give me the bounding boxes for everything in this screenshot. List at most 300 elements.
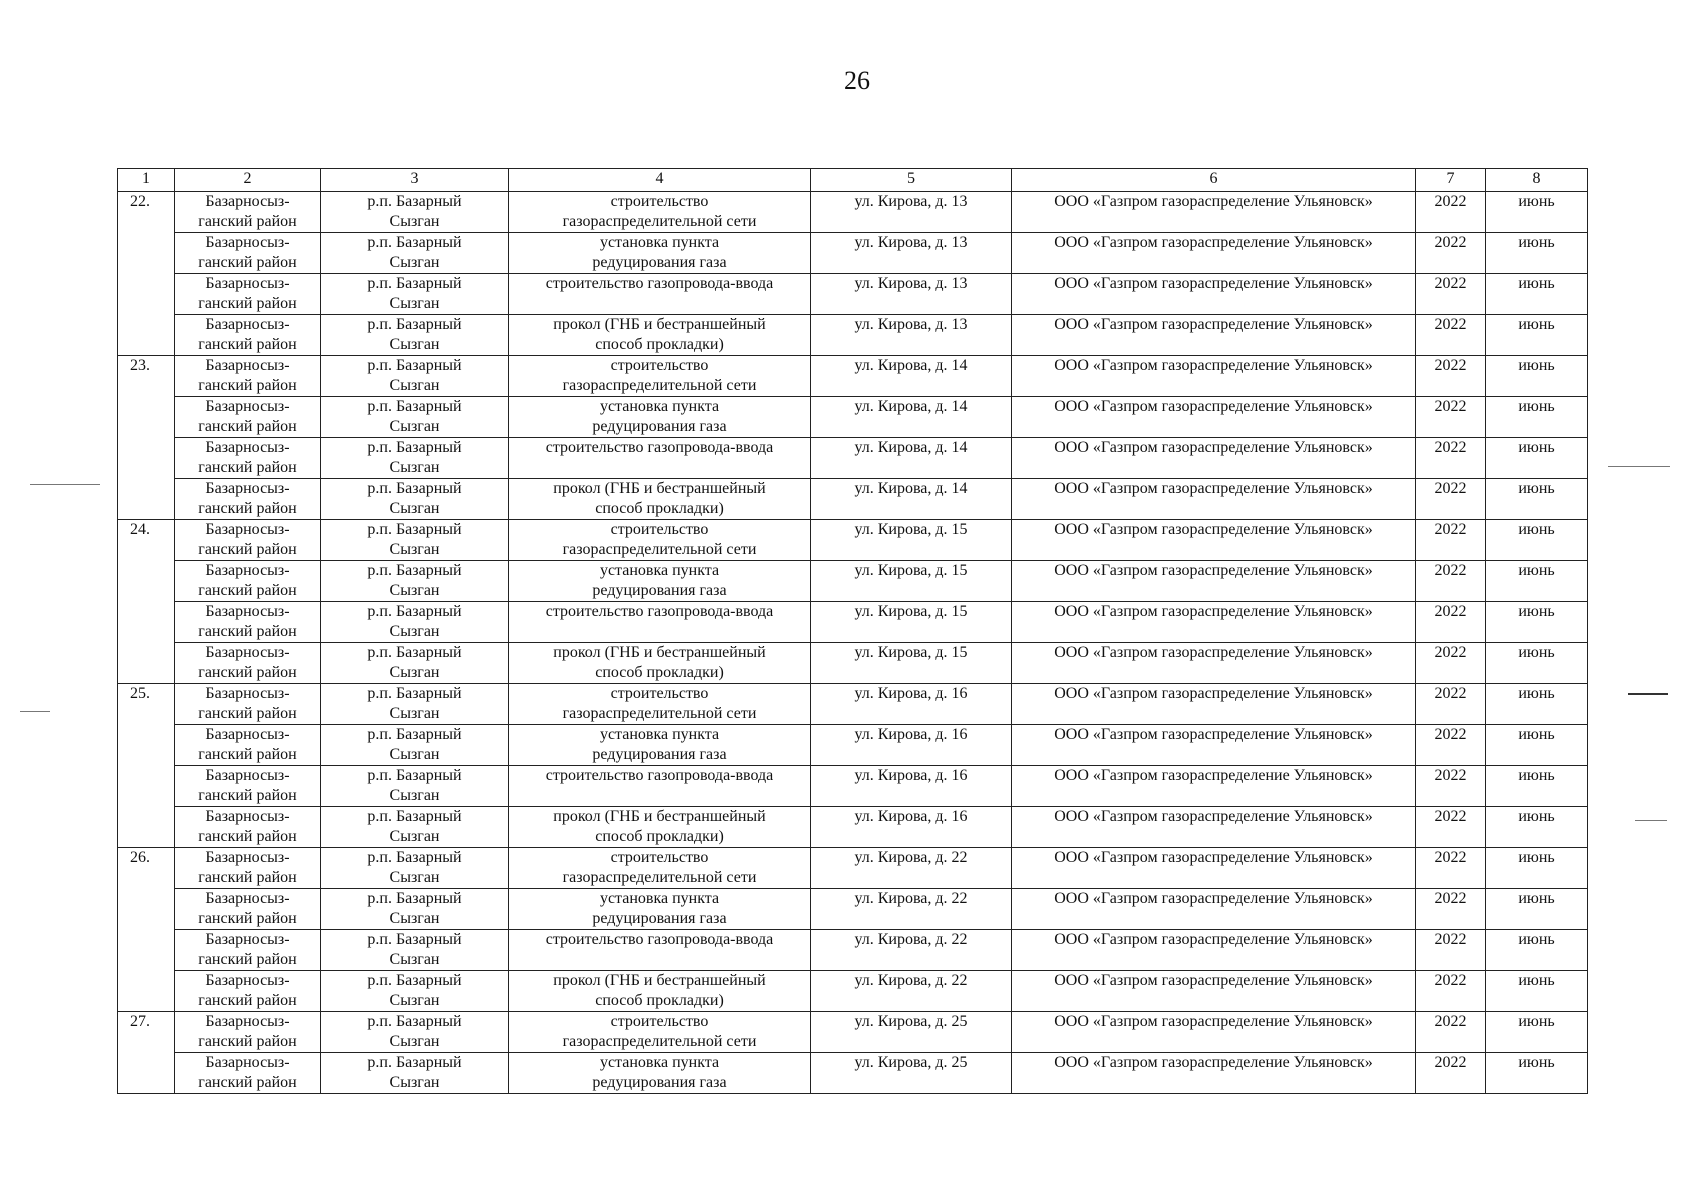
settlement-line: Сызган xyxy=(389,254,440,271)
work-type-cell xyxy=(509,356,811,397)
address-cell: ул. Кирова, д. 13 xyxy=(811,274,1012,315)
year-cell: 2022 xyxy=(1416,643,1486,684)
work-type-line: прокол (ГНБ и бестраншейный xyxy=(553,808,766,825)
settlement-cell xyxy=(321,233,509,274)
district-line: ганский район xyxy=(198,336,297,353)
settlement-line: р.п. Базарный xyxy=(367,685,462,702)
work-type-line: редуцирования газа xyxy=(592,582,727,599)
address-cell: ул. Кирова, д. 16 xyxy=(811,684,1012,725)
work-type-line: способ прокладки) xyxy=(595,664,724,681)
month-cell: июнь xyxy=(1486,356,1588,397)
district-line: ганский район xyxy=(198,623,297,640)
settlement-cell xyxy=(321,356,509,397)
district-line: Базарносыз- xyxy=(205,562,290,579)
settlement-line: р.п. Базарный xyxy=(367,972,462,989)
district-cell xyxy=(175,561,321,602)
column-header: 2 xyxy=(175,169,321,192)
settlement-line: Сызган xyxy=(389,541,440,558)
district-line: Базарносыз- xyxy=(205,972,290,989)
district-line: Базарносыз- xyxy=(205,890,290,907)
work-type-cell xyxy=(509,848,811,889)
district-cell xyxy=(175,192,321,233)
work-type-line: прокол (ГНБ и бестраншейный xyxy=(553,316,766,333)
address-cell: ул. Кирова, д. 25 xyxy=(811,1012,1012,1053)
address-cell: ул. Кирова, д. 15 xyxy=(811,643,1012,684)
work-type-line: редуцирования газа xyxy=(592,910,727,927)
table-body xyxy=(118,192,1588,1094)
address-cell: ул. Кирова, д. 13 xyxy=(811,192,1012,233)
district-line: Базарносыз- xyxy=(205,767,290,784)
work-type-cell xyxy=(509,889,811,930)
work-type-cell xyxy=(509,397,811,438)
settlement-cell xyxy=(321,561,509,602)
settlement-cell xyxy=(321,889,509,930)
address-cell: ул. Кирова, д. 22 xyxy=(811,971,1012,1012)
district-line: ганский район xyxy=(198,664,297,681)
district-line: Базарносыз- xyxy=(205,603,290,620)
month-cell: июнь xyxy=(1486,1012,1588,1053)
year-cell: 2022 xyxy=(1416,848,1486,889)
year-cell: 2022 xyxy=(1416,889,1486,930)
district-line: ганский район xyxy=(198,828,297,845)
work-type-line: строительство xyxy=(610,685,709,702)
year-cell: 2022 xyxy=(1416,1012,1486,1053)
district-line: Базарносыз- xyxy=(205,685,290,702)
settlement-cell xyxy=(321,479,509,520)
year-cell: 2022 xyxy=(1416,233,1486,274)
district-cell xyxy=(175,971,321,1012)
district-cell xyxy=(175,643,321,684)
work-type-line: строительство газопровода-ввода xyxy=(545,767,774,784)
address-cell: ул. Кирова, д. 16 xyxy=(811,725,1012,766)
address-cell: ул. Кирова, д. 16 xyxy=(811,807,1012,848)
settlement-line: р.п. Базарный xyxy=(367,808,462,825)
organization-cell: ООО «Газпром газораспределение Ульяновск» xyxy=(1012,356,1416,397)
work-type-line: прокол (ГНБ и бестраншейный xyxy=(553,644,766,661)
table-row xyxy=(118,1012,1588,1053)
month-cell: июнь xyxy=(1486,643,1588,684)
work-type-line: установка пункта xyxy=(599,398,720,415)
settlement-line: Сызган xyxy=(389,1033,440,1050)
item-number-cell xyxy=(118,479,175,520)
district-line: Базарносыз- xyxy=(205,357,290,374)
item-number-cell xyxy=(118,561,175,602)
work-type-line: строительство газопровода-ввода xyxy=(545,439,774,456)
scan-mark xyxy=(1635,820,1667,821)
settlement-line: Сызган xyxy=(389,664,440,681)
settlement-line: р.п. Базарный xyxy=(367,521,462,538)
district-cell xyxy=(175,274,321,315)
organization-cell: ООО «Газпром газораспределение Ульяновск» xyxy=(1012,1012,1416,1053)
work-type-line: способ прокладки) xyxy=(595,828,724,845)
work-type-cell xyxy=(509,807,811,848)
table-row xyxy=(118,725,1588,766)
item-number-cell xyxy=(118,1053,175,1094)
work-type-line: установка пункта xyxy=(599,234,720,251)
work-type-cell xyxy=(509,233,811,274)
column-header: 5 xyxy=(811,169,1012,192)
work-type-line: способ прокладки) xyxy=(595,336,724,353)
district-line: Базарносыз- xyxy=(205,1013,290,1030)
scan-mark xyxy=(1628,693,1668,695)
settlement-line: Сызган xyxy=(389,623,440,640)
district-line: ганский район xyxy=(198,295,297,312)
settlement-cell xyxy=(321,1053,509,1094)
table-row xyxy=(118,971,1588,1012)
district-line: ганский район xyxy=(198,418,297,435)
item-number-cell xyxy=(118,315,175,356)
district-line: ганский район xyxy=(198,787,297,804)
works-schedule-table xyxy=(117,168,1588,1094)
address-cell: ул. Кирова, д. 13 xyxy=(811,233,1012,274)
organization-cell: ООО «Газпром газораспределение Ульяновск» xyxy=(1012,479,1416,520)
district-line: Базарносыз- xyxy=(205,808,290,825)
work-type-cell xyxy=(509,1053,811,1094)
district-line: ганский район xyxy=(198,1074,297,1091)
item-number-cell xyxy=(118,397,175,438)
district-cell xyxy=(175,1053,321,1094)
work-type-cell xyxy=(509,725,811,766)
month-cell: июнь xyxy=(1486,1053,1588,1094)
table-row xyxy=(118,889,1588,930)
month-cell: июнь xyxy=(1486,848,1588,889)
work-type-line: строительство xyxy=(610,193,709,210)
settlement-cell xyxy=(321,807,509,848)
year-cell: 2022 xyxy=(1416,479,1486,520)
address-cell: ул. Кирова, д. 15 xyxy=(811,520,1012,561)
settlement-line: р.п. Базарный xyxy=(367,562,462,579)
work-type-cell xyxy=(509,520,811,561)
district-line: ганский район xyxy=(198,500,297,517)
district-line: Базарносыз- xyxy=(205,439,290,456)
table-row xyxy=(118,315,1588,356)
settlement-cell xyxy=(321,397,509,438)
work-type-line: газораспределительной сети xyxy=(562,869,757,886)
year-cell: 2022 xyxy=(1416,684,1486,725)
column-number-header-row xyxy=(118,169,1588,192)
work-type-line: редуцирования газа xyxy=(592,1074,727,1091)
settlement-cell xyxy=(321,766,509,807)
work-type-line: газораспределительной сети xyxy=(562,541,757,558)
organization-cell: ООО «Газпром газораспределение Ульяновск» xyxy=(1012,725,1416,766)
month-cell: июнь xyxy=(1486,192,1588,233)
settlement-cell xyxy=(321,192,509,233)
settlement-line: Сызган xyxy=(389,213,440,230)
month-cell: июнь xyxy=(1486,438,1588,479)
year-cell: 2022 xyxy=(1416,930,1486,971)
district-line: Базарносыз- xyxy=(205,931,290,948)
settlement-cell xyxy=(321,848,509,889)
district-line: ганский район xyxy=(198,213,297,230)
scan-mark xyxy=(20,711,50,712)
year-cell: 2022 xyxy=(1416,1053,1486,1094)
work-type-line: редуцирования газа xyxy=(592,254,727,271)
district-cell xyxy=(175,848,321,889)
settlement-line: р.п. Базарный xyxy=(367,357,462,374)
item-number-cell: 24. xyxy=(118,520,175,561)
year-cell: 2022 xyxy=(1416,766,1486,807)
organization-cell: ООО «Газпром газораспределение Ульяновск» xyxy=(1012,971,1416,1012)
district-cell xyxy=(175,1012,321,1053)
district-cell xyxy=(175,684,321,725)
organization-cell: ООО «Газпром газораспределение Ульяновск» xyxy=(1012,807,1416,848)
address-cell: ул. Кирова, д. 14 xyxy=(811,479,1012,520)
work-type-line: редуцирования газа xyxy=(592,746,727,763)
month-cell: июнь xyxy=(1486,602,1588,643)
district-line: Базарносыз- xyxy=(205,1054,290,1071)
work-type-line: газораспределительной сети xyxy=(562,213,757,230)
table-row xyxy=(118,397,1588,438)
settlement-line: Сызган xyxy=(389,951,440,968)
work-type-line: установка пункта xyxy=(599,726,720,743)
settlement-line: Сызган xyxy=(389,336,440,353)
table-row xyxy=(118,848,1588,889)
item-number-cell: 23. xyxy=(118,356,175,397)
work-type-cell xyxy=(509,766,811,807)
district-line: ганский район xyxy=(198,951,297,968)
district-line: ганский район xyxy=(198,1033,297,1050)
settlement-line: р.п. Базарный xyxy=(367,234,462,251)
item-number-cell xyxy=(118,274,175,315)
settlement-line: р.п. Базарный xyxy=(367,439,462,456)
table-row xyxy=(118,520,1588,561)
settlement-line: Сызган xyxy=(389,418,440,435)
month-cell: июнь xyxy=(1486,807,1588,848)
settlement-cell xyxy=(321,438,509,479)
month-cell: июнь xyxy=(1486,274,1588,315)
settlement-line: Сызган xyxy=(389,295,440,312)
column-header: 1 xyxy=(118,169,175,192)
settlement-cell xyxy=(321,684,509,725)
work-type-line: строительство xyxy=(610,357,709,374)
settlement-line: Сызган xyxy=(389,787,440,804)
year-cell: 2022 xyxy=(1416,356,1486,397)
item-number-cell xyxy=(118,766,175,807)
organization-cell: ООО «Газпром газораспределение Ульяновск» xyxy=(1012,520,1416,561)
month-cell: июнь xyxy=(1486,233,1588,274)
table-row xyxy=(118,233,1588,274)
year-cell: 2022 xyxy=(1416,274,1486,315)
year-cell: 2022 xyxy=(1416,561,1486,602)
year-cell: 2022 xyxy=(1416,315,1486,356)
settlement-line: Сызган xyxy=(389,828,440,845)
column-header: 3 xyxy=(321,169,509,192)
item-number-cell: 25. xyxy=(118,684,175,725)
settlement-line: Сызган xyxy=(389,459,440,476)
table-row xyxy=(118,1053,1588,1094)
district-line: Базарносыз- xyxy=(205,275,290,292)
district-cell xyxy=(175,438,321,479)
district-line: ганский район xyxy=(198,377,297,394)
work-type-line: прокол (ГНБ и бестраншейный xyxy=(553,972,766,989)
work-type-line: строительство xyxy=(610,521,709,538)
district-cell xyxy=(175,602,321,643)
work-type-line: строительство xyxy=(610,849,709,866)
organization-cell: ООО «Газпром газораспределение Ульяновск» xyxy=(1012,233,1416,274)
work-type-line: газораспределительной сети xyxy=(562,1033,757,1050)
work-type-line: прокол (ГНБ и бестраншейный xyxy=(553,480,766,497)
work-type-line: установка пункта xyxy=(599,1054,720,1071)
settlement-line: Сызган xyxy=(389,377,440,394)
settlement-line: р.п. Базарный xyxy=(367,1054,462,1071)
district-line: Базарносыз- xyxy=(205,234,290,251)
month-cell: июнь xyxy=(1486,766,1588,807)
address-cell: ул. Кирова, д. 22 xyxy=(811,889,1012,930)
year-cell: 2022 xyxy=(1416,725,1486,766)
address-cell: ул. Кирова, д. 16 xyxy=(811,766,1012,807)
settlement-cell xyxy=(321,602,509,643)
organization-cell: ООО «Газпром газораспределение Ульяновск» xyxy=(1012,602,1416,643)
month-cell: июнь xyxy=(1486,479,1588,520)
settlement-cell xyxy=(321,520,509,561)
settlement-line: р.п. Базарный xyxy=(367,1013,462,1030)
district-cell xyxy=(175,479,321,520)
work-type-cell xyxy=(509,438,811,479)
district-cell xyxy=(175,889,321,930)
item-number-cell xyxy=(118,233,175,274)
district-line: ганский район xyxy=(198,541,297,558)
item-number-cell xyxy=(118,889,175,930)
table-row xyxy=(118,192,1588,233)
year-cell: 2022 xyxy=(1416,397,1486,438)
district-cell xyxy=(175,766,321,807)
table-row xyxy=(118,602,1588,643)
table-row xyxy=(118,356,1588,397)
page-number: 26 xyxy=(844,66,870,95)
settlement-line: р.п. Базарный xyxy=(367,890,462,907)
settlement-cell xyxy=(321,725,509,766)
work-type-line: строительство xyxy=(610,1013,709,1030)
item-number-cell: 26. xyxy=(118,848,175,889)
settlement-cell xyxy=(321,274,509,315)
month-cell: июнь xyxy=(1486,684,1588,725)
district-line: ганский район xyxy=(198,705,297,722)
year-cell: 2022 xyxy=(1416,602,1486,643)
district-line: Базарносыз- xyxy=(205,398,290,415)
settlement-line: р.п. Базарный xyxy=(367,480,462,497)
work-type-cell xyxy=(509,315,811,356)
district-line: Базарносыз- xyxy=(205,849,290,866)
table-row xyxy=(118,561,1588,602)
work-type-cell xyxy=(509,1012,811,1053)
organization-cell: ООО «Газпром газораспределение Ульяновск» xyxy=(1012,561,1416,602)
table-row xyxy=(118,807,1588,848)
organization-cell: ООО «Газпром газораспределение Ульяновск» xyxy=(1012,315,1416,356)
work-type-line: строительство газопровода-ввода xyxy=(545,603,774,620)
item-number-cell xyxy=(118,725,175,766)
address-cell: ул. Кирова, д. 13 xyxy=(811,315,1012,356)
month-cell: июнь xyxy=(1486,315,1588,356)
district-line: Базарносыз- xyxy=(205,480,290,497)
month-cell: июнь xyxy=(1486,520,1588,561)
organization-cell: ООО «Газпром газораспределение Ульяновск» xyxy=(1012,889,1416,930)
table-row xyxy=(118,643,1588,684)
district-line: ганский район xyxy=(198,869,297,886)
settlement-cell xyxy=(321,315,509,356)
year-cell: 2022 xyxy=(1416,807,1486,848)
settlement-line: р.п. Базарный xyxy=(367,275,462,292)
work-type-cell xyxy=(509,561,811,602)
settlement-line: р.п. Базарный xyxy=(367,931,462,948)
organization-cell: ООО «Газпром газораспределение Ульяновск» xyxy=(1012,684,1416,725)
work-type-line: редуцирования газа xyxy=(592,418,727,435)
organization-cell: ООО «Газпром газораспределение Ульяновск» xyxy=(1012,192,1416,233)
column-header: 4 xyxy=(509,169,811,192)
settlement-line: р.п. Базарный xyxy=(367,603,462,620)
work-type-cell xyxy=(509,479,811,520)
settlement-line: Сызган xyxy=(389,869,440,886)
settlement-line: Сызган xyxy=(389,705,440,722)
work-type-line: способ прокладки) xyxy=(595,500,724,517)
district-line: ганский район xyxy=(198,746,297,763)
district-cell xyxy=(175,725,321,766)
work-type-cell xyxy=(509,971,811,1012)
district-cell xyxy=(175,315,321,356)
item-number-cell xyxy=(118,602,175,643)
month-cell: июнь xyxy=(1486,725,1588,766)
month-cell: июнь xyxy=(1486,561,1588,602)
settlement-line: р.п. Базарный xyxy=(367,193,462,210)
district-line: ганский район xyxy=(198,459,297,476)
organization-cell: ООО «Газпром газораспределение Ульяновск» xyxy=(1012,274,1416,315)
work-type-cell xyxy=(509,192,811,233)
month-cell: июнь xyxy=(1486,930,1588,971)
scan-mark xyxy=(1608,466,1670,467)
district-line: ганский район xyxy=(198,254,297,271)
work-type-line: газораспределительной сети xyxy=(562,705,757,722)
organization-cell: ООО «Газпром газораспределение Ульяновск» xyxy=(1012,1053,1416,1094)
work-type-line: установка пункта xyxy=(599,890,720,907)
work-type-line: строительство газопровода-ввода xyxy=(545,931,774,948)
table-row xyxy=(118,438,1588,479)
item-number-cell xyxy=(118,930,175,971)
settlement-line: р.п. Базарный xyxy=(367,849,462,866)
settlement-line: р.п. Базарный xyxy=(367,767,462,784)
settlement-line: р.п. Базарный xyxy=(367,398,462,415)
settlement-cell xyxy=(321,930,509,971)
work-type-cell xyxy=(509,684,811,725)
district-cell xyxy=(175,807,321,848)
item-number-cell: 27. xyxy=(118,1012,175,1053)
district-line: ганский район xyxy=(198,582,297,599)
column-header: 6 xyxy=(1012,169,1416,192)
column-header: 7 xyxy=(1416,169,1486,192)
settlement-line: Сызган xyxy=(389,910,440,927)
item-number-cell xyxy=(118,438,175,479)
organization-cell: ООО «Газпром газораспределение Ульяновск» xyxy=(1012,766,1416,807)
address-cell: ул. Кирова, д. 22 xyxy=(811,930,1012,971)
settlement-line: р.п. Базарный xyxy=(367,726,462,743)
item-number-cell xyxy=(118,971,175,1012)
month-cell: июнь xyxy=(1486,889,1588,930)
address-cell: ул. Кирова, д. 15 xyxy=(811,602,1012,643)
district-line: ганский район xyxy=(198,910,297,927)
settlement-cell xyxy=(321,971,509,1012)
settlement-cell xyxy=(321,643,509,684)
organization-cell: ООО «Газпром газораспределение Ульяновск» xyxy=(1012,438,1416,479)
column-header: 8 xyxy=(1486,169,1588,192)
table-row xyxy=(118,930,1588,971)
district-cell xyxy=(175,233,321,274)
address-cell: ул. Кирова, д. 25 xyxy=(811,1053,1012,1094)
settlement-line: Сызган xyxy=(389,582,440,599)
table-row xyxy=(118,479,1588,520)
address-cell: ул. Кирова, д. 14 xyxy=(811,438,1012,479)
item-number-cell: 22. xyxy=(118,192,175,233)
year-cell: 2022 xyxy=(1416,438,1486,479)
work-type-cell xyxy=(509,274,811,315)
district-line: Базарносыз- xyxy=(205,521,290,538)
